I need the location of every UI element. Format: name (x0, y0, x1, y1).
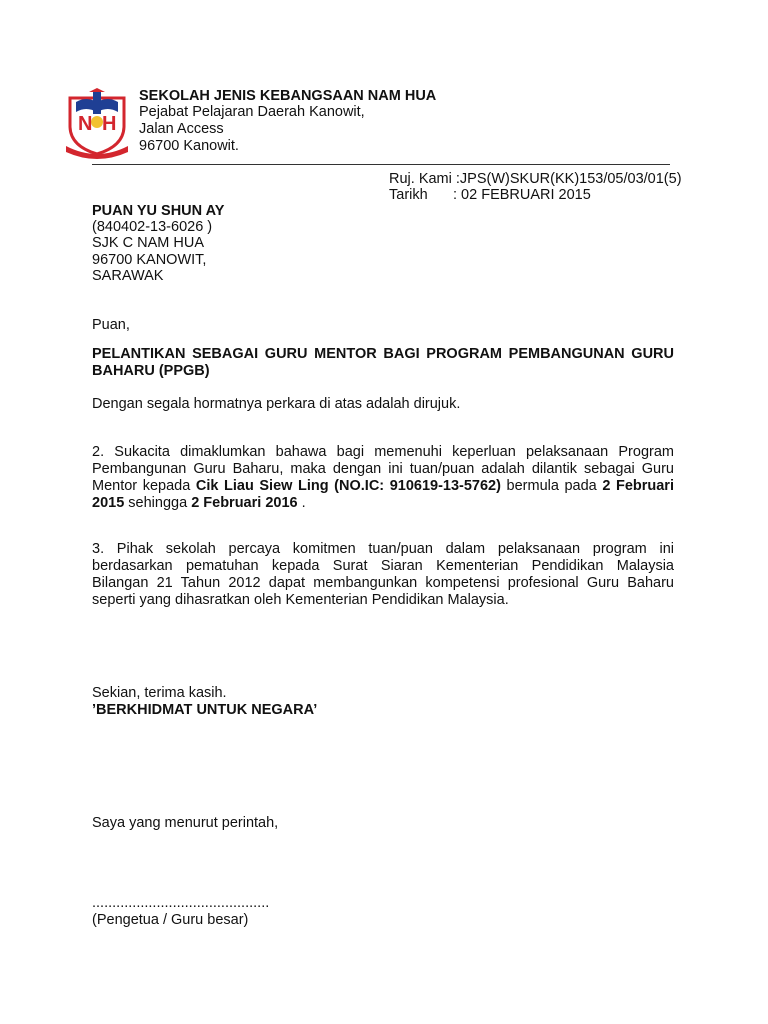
recipient-name: PUAN YU SHUN AY (92, 203, 225, 219)
logo-letter-n: N (78, 113, 93, 135)
subject-line-1: PELANTIKAN SEBAGAI GURU MENTOR BAGI PROGRAM PEMBANGUNAN GURU (92, 346, 674, 362)
school-name: SEKOLAH JENIS KEBANGSAAN NAM HUA (139, 88, 437, 104)
reference-label: Ruj. Kami : (389, 171, 460, 187)
text-run: Mentor kepada (92, 478, 196, 494)
intro-paragraph: Dengan segala hormatnya perkara di atas adalah dirujuk. (92, 396, 461, 412)
recipient-address-2: 96700 KANOWIT, (92, 252, 207, 268)
reference-date (389, 187, 591, 204)
start-year: 2015 (92, 495, 125, 511)
paragraph-2-line-4 (92, 495, 674, 512)
logo-letter-h: H (102, 113, 117, 135)
paragraph-3-line-3: Bilangan 21 Tahun 2012 dapat membangunkan kompetensi profesional Guru Baharu (92, 575, 674, 591)
paragraph-2-line-1: 2. Sukacita dimaklumkan bahawa bagi memenuhi keperluan pelaksanaan Program (92, 444, 674, 460)
closing-thanks: Sekian, terima kasih. (92, 685, 227, 701)
paragraph-3-line-2: berdasarkan pematuhan kepada Surat Siaran Kementerian Pendidikan Malaysia (92, 558, 674, 574)
paragraph-3-line-1: 3. Pihak sekolah percaya komitmen tuan/puan dalam pelaksanaan program ini (92, 541, 674, 557)
paragraph-2-line-2: Pembangunan Guru Baharu, maka dengan ini tuan/puan adalah dilantik sebagai Guru (92, 461, 674, 477)
reference-number (389, 171, 682, 188)
mentee-name: Cik Liau Siew Ling (NO.IC: 910619-13-5762) (195, 478, 501, 494)
salutation: Puan, (92, 317, 130, 333)
closing-motto: ’BERKHIDMAT UNTUK NEGARA’ (92, 702, 318, 718)
closing-order: Saya yang menurut perintah, (92, 815, 279, 831)
end-date: 2 Februari 2016 (191, 495, 298, 511)
recipient-ic: (840402-13-6026 ) (92, 219, 213, 235)
start-date: 2 Februari (602, 478, 674, 494)
address-line-3: 96700 Kanowit. (139, 138, 239, 154)
subject-line-2: BAHARU (PPGB) (92, 363, 210, 379)
text-run: sehingga (124, 495, 192, 511)
address-line-1: Pejabat Pelajaran Daerah Kanowit, (139, 104, 365, 120)
school-crest-icon (62, 88, 132, 160)
signatory-title: (Pengetua / Guru besar) (92, 912, 249, 928)
school-logo (62, 88, 132, 160)
paragraph-2-line-3 (92, 478, 674, 495)
text-run: . (297, 495, 306, 511)
address-line-2: Jalan Access (139, 121, 224, 137)
date-label: Tarikh (389, 187, 428, 203)
text-run: bermula pada (500, 478, 603, 494)
paragraph-3 (92, 541, 674, 609)
subject (92, 346, 674, 380)
reference-value: JPS(W)SKUR(KK)153/05/03/01(5) (459, 171, 682, 187)
recipient-address-3: SARAWAK (92, 268, 164, 284)
letterhead-divider (92, 164, 670, 165)
paragraph-3-line-4: seperti yang dihasratkan oleh Kementerian Pendidikan Malaysia. (92, 592, 509, 608)
date-value: : 02 FEBRUARI 2015 (453, 187, 591, 203)
signature-line: ............................................ (92, 895, 270, 911)
paragraph-2 (92, 444, 674, 512)
recipient-address-1: SJK C NAM HUA (92, 235, 204, 251)
